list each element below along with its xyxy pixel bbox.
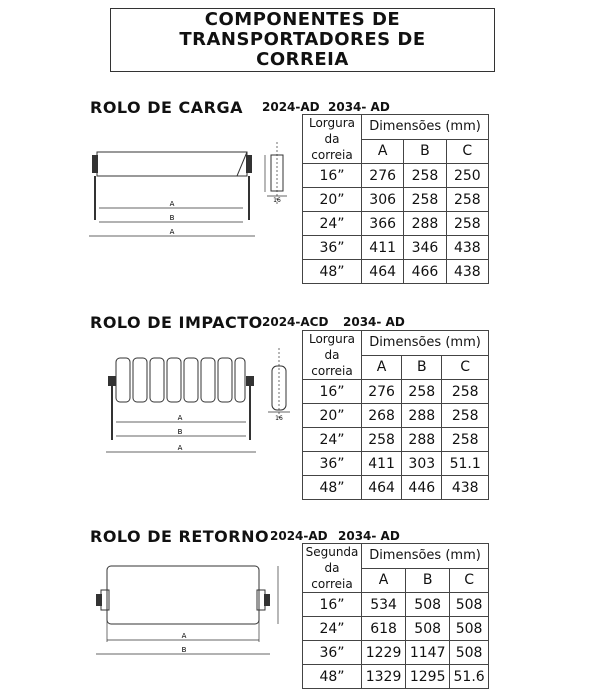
cell-b: 258 [404, 188, 446, 212]
table-row [303, 452, 489, 476]
section-header-retorno [90, 527, 400, 546]
cell-width: 20” [303, 188, 362, 212]
section-header-carga [90, 98, 390, 117]
page-title: COMPONENTES DE TRANSPORTADORES DE CORREIA [179, 9, 426, 70]
cell-c: 438 [446, 236, 488, 260]
dim-label-b: B [169, 214, 175, 222]
cell-b: 1295 [406, 665, 450, 689]
cell-a: 258 [362, 428, 402, 452]
cell-c: 258 [446, 188, 488, 212]
cell-b: 346 [404, 236, 446, 260]
cell-c: 438 [446, 260, 488, 284]
impacto-dimension-table [302, 330, 489, 500]
dim-label-side: 16 [275, 415, 283, 422]
header-width-label: Segunda da correia [303, 544, 362, 593]
table-row [303, 476, 489, 500]
cell-width: 20” [303, 404, 362, 428]
cell-a: 276 [362, 164, 404, 188]
col-header-a: A [362, 355, 402, 380]
impacto-roller-drawing [100, 344, 300, 464]
cell-c: 508 [450, 593, 489, 617]
cell-c: 508 [450, 617, 489, 641]
cell-a: 1329 [362, 665, 406, 689]
cell-width: 36” [303, 236, 362, 260]
table-row [303, 164, 489, 188]
carga-roller-drawing [85, 140, 295, 245]
code-2: 2034- AD [338, 529, 400, 543]
code-1: 2024-AD [270, 529, 328, 543]
cell-c: 51.1 [442, 452, 489, 476]
cell-width: 16” [303, 164, 362, 188]
cell-b: 508 [406, 593, 450, 617]
section-header-impacto [90, 313, 405, 332]
col-header-b: B [404, 139, 446, 164]
table-row [303, 617, 489, 641]
table-row [303, 212, 489, 236]
title-box [110, 8, 495, 72]
table-row [303, 380, 489, 404]
table-row [303, 593, 489, 617]
col-header-a: A [362, 139, 404, 164]
header-dims-label: Dimensões (mm) [362, 115, 489, 140]
cell-c: 438 [442, 476, 489, 500]
retorno-roller-drawing [92, 556, 292, 662]
header-dims-label: Dimensões (mm) [362, 544, 489, 569]
header-dims-label: Dimensões (mm) [362, 331, 489, 356]
header-width-label: Lorgura da correia [303, 331, 362, 380]
cell-width: 36” [303, 641, 362, 665]
col-header-c: C [446, 139, 488, 164]
cell-a: 464 [362, 476, 402, 500]
col-header-c: C [442, 355, 489, 380]
cell-c: 258 [442, 404, 489, 428]
code-2: 2034- AD [343, 315, 405, 329]
cell-width: 48” [303, 665, 362, 689]
cell-width: 24” [303, 212, 362, 236]
cell-width: 16” [303, 380, 362, 404]
table-row [303, 641, 489, 665]
cell-a: 268 [362, 404, 402, 428]
cell-c: 250 [446, 164, 488, 188]
section-title: ROLO DE IMPACTO [90, 313, 263, 332]
col-header-c: C [450, 568, 489, 593]
table-row [303, 236, 489, 260]
dim-label-a: A [169, 200, 175, 208]
cell-a: 411 [362, 452, 402, 476]
cell-c: 258 [446, 212, 488, 236]
col-header-b: B [406, 568, 450, 593]
cell-b: 466 [404, 260, 446, 284]
cell-width: 48” [303, 260, 362, 284]
cell-c: 508 [450, 641, 489, 665]
dim-label-side: 16 [273, 197, 281, 204]
dim-label-b: B [181, 646, 187, 654]
header-width-label: Lorgura da correia [303, 115, 362, 164]
cell-b: 288 [402, 428, 442, 452]
section-title: ROLO DE CARGA [90, 98, 243, 117]
cell-a: 464 [362, 260, 404, 284]
code-2: 2034- AD [328, 100, 390, 114]
cell-c: 258 [442, 428, 489, 452]
table-row [303, 428, 489, 452]
retorno-dimension-table [302, 543, 489, 689]
carga-dimension-table [302, 114, 489, 284]
table-row [303, 260, 489, 284]
code-1: 2024-AD [262, 100, 320, 114]
cell-b: 288 [404, 212, 446, 236]
cell-width: 24” [303, 617, 362, 641]
cell-b: 508 [406, 617, 450, 641]
table-row [303, 404, 489, 428]
cell-a: 306 [362, 188, 404, 212]
dim-label-a: A [177, 414, 183, 422]
cell-b: 446 [402, 476, 442, 500]
cell-a: 411 [362, 236, 404, 260]
cell-b: 258 [402, 380, 442, 404]
cell-c: 258 [442, 380, 489, 404]
dim-label-a2: A [169, 228, 175, 236]
dim-label-a2: A [177, 444, 183, 452]
dim-label-b: B [177, 428, 183, 436]
cell-a: 276 [362, 380, 402, 404]
cell-b: 258 [404, 164, 446, 188]
code-1: 2024-ACD [262, 315, 329, 329]
table-row [303, 188, 489, 212]
cell-a: 366 [362, 212, 404, 236]
table-row [303, 665, 489, 689]
dim-label-a: A [181, 632, 187, 640]
cell-width: 36” [303, 452, 362, 476]
col-header-b: B [402, 355, 442, 380]
cell-b: 303 [402, 452, 442, 476]
col-header-a: A [362, 568, 406, 593]
cell-b: 288 [402, 404, 442, 428]
section-title: ROLO DE RETORNO [90, 527, 270, 546]
cell-a: 618 [362, 617, 406, 641]
cell-a: 1229 [362, 641, 406, 665]
cell-width: 48” [303, 476, 362, 500]
cell-b: 1147 [406, 641, 450, 665]
cell-width: 16” [303, 593, 362, 617]
cell-a: 534 [362, 593, 406, 617]
cell-width: 24” [303, 428, 362, 452]
cell-c: 51.6 [450, 665, 489, 689]
